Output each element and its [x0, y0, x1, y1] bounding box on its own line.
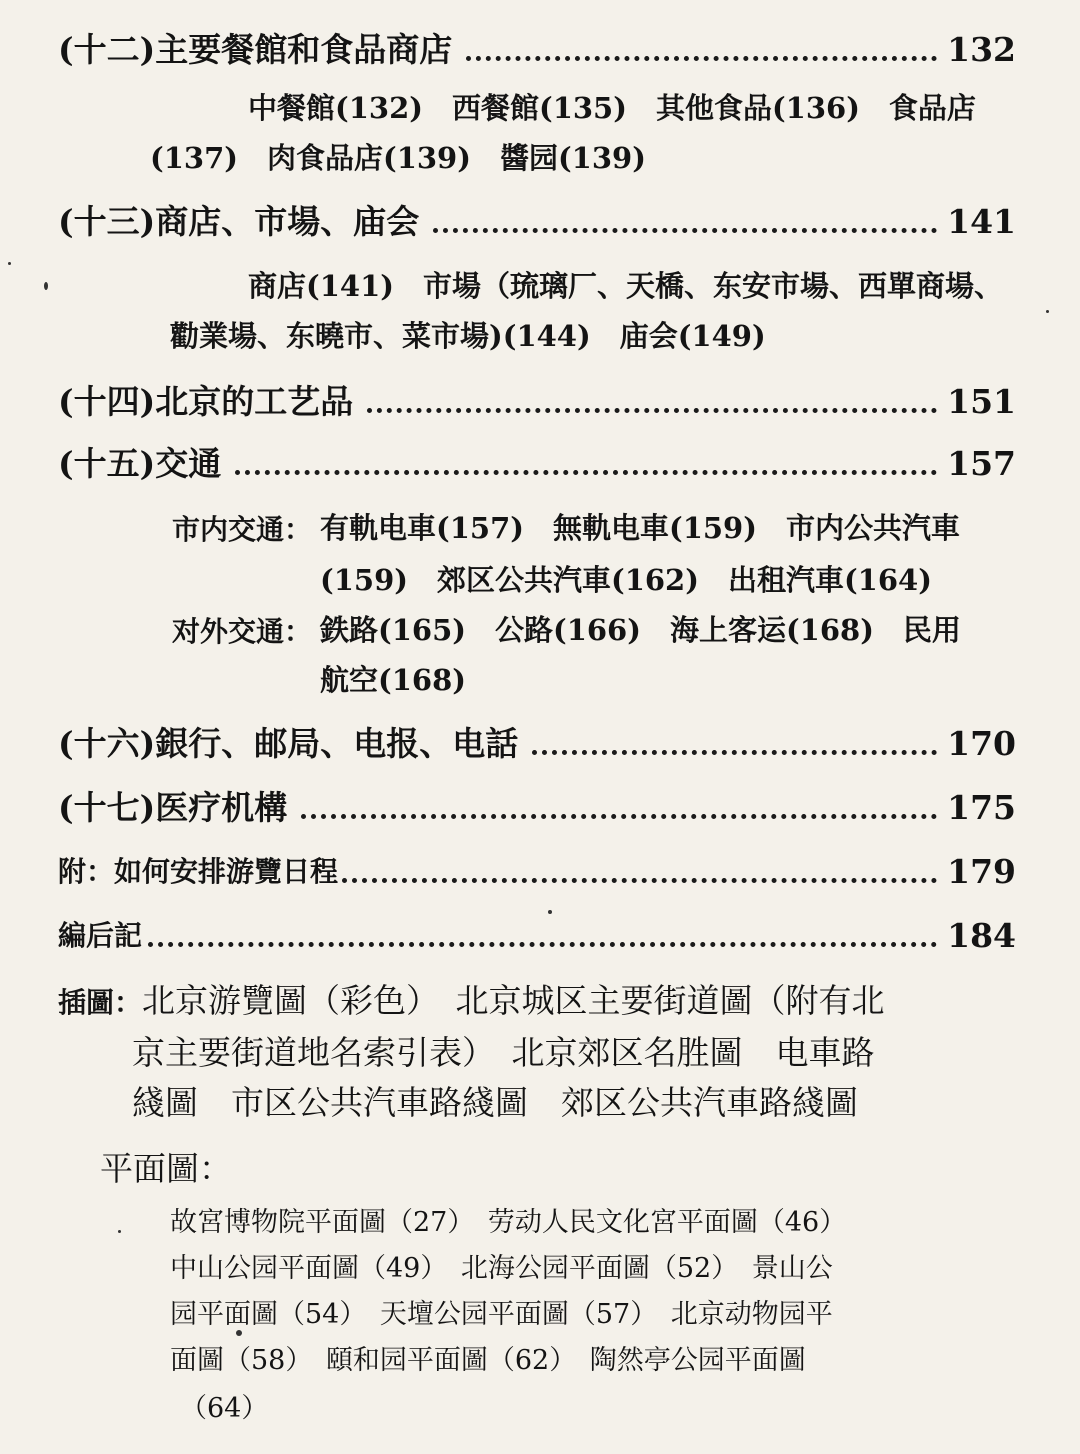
toc-entry-page: 184	[947, 916, 1016, 955]
toc-entry-14	[58, 380, 1016, 424]
toc-entry-title: (十三)商店、市場、庙会	[58, 202, 420, 241]
toc-entry-page: 141	[947, 202, 1016, 241]
toc-entry-title: (十二)主要餐館和食品商店	[58, 30, 453, 69]
city-transport-line-2: (159) 郊区公共汽車(162) 出租汽車(164)	[320, 563, 932, 597]
toc-entry-title: (十七)医疗机構	[58, 788, 288, 827]
illustrations-line-1	[58, 976, 885, 1028]
toc-entry-page: 132	[947, 30, 1016, 69]
plans-line-5: （64）	[180, 1393, 269, 1424]
sub-entries-13-line-2: 勸業場、东曉市、菜市場)(144) 庙会(149)	[170, 319, 766, 353]
print-speck	[1046, 310, 1049, 313]
dot-leader	[466, 56, 937, 61]
toc-entry-12	[58, 28, 1016, 72]
toc-entry-16	[58, 722, 1016, 766]
dot-leader	[342, 878, 937, 883]
toc-entry-page: 179	[947, 852, 1016, 891]
print-speck	[44, 282, 48, 290]
dot-leader	[433, 228, 937, 233]
sub-entries-12-line-2: (137) 肉食品店(139) 醬园(139)	[150, 141, 646, 175]
toc-entry-title: (十五)交通	[58, 444, 222, 483]
outer-transport-label: 对外交通：	[172, 615, 313, 648]
sub-entries-12-line-1: 中餐館(132) 西餐館(135) 其他食品(136) 食品店	[248, 91, 976, 125]
toc-entry-appendix	[58, 850, 1016, 894]
plans-line-2: 中山公园平面圖（49） 北海公园平面圖（52） 景山公	[170, 1253, 833, 1284]
toc-entry-page: 157	[947, 444, 1016, 483]
outer-transport-line-1: 鉄路(165) 公路(166) 海上客运(168) 民用	[320, 613, 961, 647]
toc-entry-title: (十四)北京的工艺品	[58, 382, 354, 421]
city-transport-line-1: 有軌电車(157) 無軌电車(159) 市内公共汽車	[320, 511, 960, 545]
toc-entry-title: 附：如何安排游覽日程	[58, 855, 339, 888]
illustrations-line-2: 京主要街道地名索引表） 北京郊区名胜圖 电車路	[132, 1033, 875, 1072]
toc-entry-title: 編后記	[58, 919, 143, 952]
toc-entry-afterword	[58, 914, 1016, 958]
plans-label: 平面圖：	[100, 1149, 232, 1188]
city-transport-label: 市内交通：	[172, 513, 313, 546]
illustrations-label: 插圖：	[58, 986, 143, 1019]
dot-leader	[367, 408, 937, 413]
illustrations-line-3: 綫圖 市区公共汽車路綫圖 郊区公共汽車路綫圖	[132, 1083, 858, 1122]
sub-entries-13-line-1: 商店(141) 市場（琉璃厂、天橋、东安市場、西單商場、	[248, 269, 1003, 303]
plans-line-1: 故宮博物院平面圖（27） 劳动人民文化宮平面圖（46）	[170, 1207, 847, 1238]
print-speck	[118, 1230, 121, 1233]
toc-entry-15	[58, 442, 1016, 486]
outer-transport-line-2: 航空(168)	[320, 663, 466, 697]
toc-entry-17	[58, 786, 1016, 830]
toc-entry-page: 151	[947, 382, 1016, 421]
print-speck	[548, 910, 552, 914]
illustrations-text: 北京游覽圖（彩色） 北京城区主要街道圖（附有北	[142, 981, 885, 1020]
dot-leader	[301, 814, 937, 819]
plans-line-4: 面圖（58） 頤和园平面圖（62） 陶然亭公园平面圖	[170, 1345, 806, 1376]
plans-line-3: 园平面圖（54） 天壇公园平面圖（57） 北京动物园平	[170, 1299, 833, 1330]
dot-leader	[532, 750, 937, 755]
dot-leader	[235, 470, 937, 475]
toc-entry-title: (十六)銀行、邮局、电报、电話	[58, 724, 519, 763]
toc-entry-13	[58, 200, 1016, 244]
print-speck	[236, 1330, 242, 1336]
print-speck	[8, 262, 11, 265]
dot-leader	[148, 942, 937, 947]
toc-entry-page: 170	[947, 724, 1016, 763]
toc-entry-page: 175	[947, 788, 1016, 827]
